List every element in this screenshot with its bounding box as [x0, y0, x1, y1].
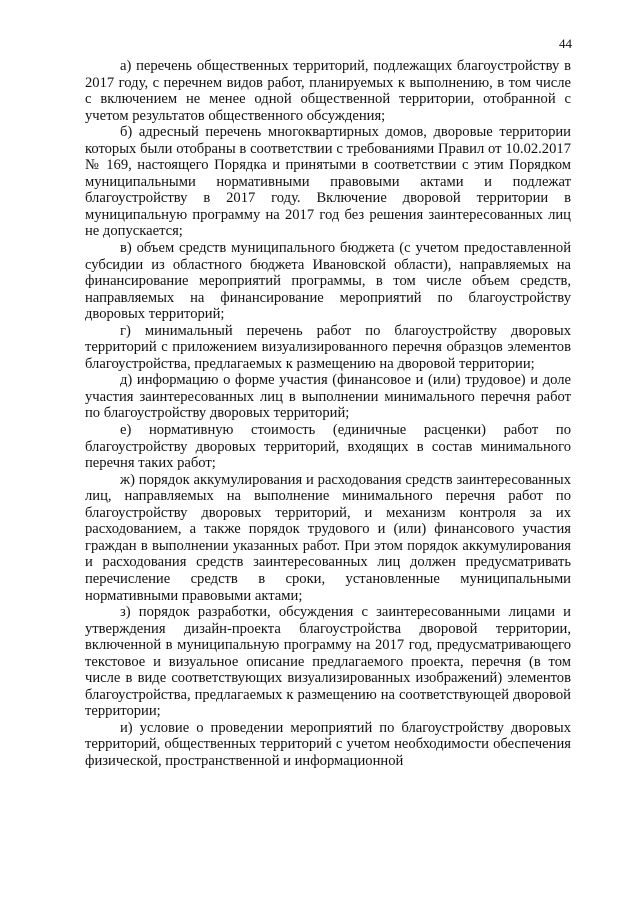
document-body: [85, 58, 571, 770]
paragraph-d: д) информацию о форме участия (финансовое и (или) трудовое) и доле участия заинтересованных лиц в выполнении минимального перечня работ по благоустройству дворовых территорий;: [85, 372, 571, 422]
paragraph-zh: ж) порядок аккумулирования и расходования средств заинтересованных лиц, направляемых на выполнение минимального перечня работ по благоустройству дворовых территорий, и механизм контроля за их расходованием, а также порядок трудового и (или) финансового участия граждан в выполнении указанных работ. При этом порядок аккумулирования и расходования средств заинтересованных лиц должен предусматривать перечисление средств в сроки, установленные муниципальными нормативными правовыми актами;: [85, 471, 571, 604]
paragraph-a: а) перечень общественных территорий, подлежащих благоустройству в 2017 году, с перечнем видов работ, планируемых к выполнению, в том числе с включением не менее одной общественной территории, отобранной с учетом результатов общественного обсуждения;: [85, 58, 571, 124]
paragraph-i: и) условие о проведении мероприятий по благоустройству дворовых территорий, общественных территорий с учетом необходимости обеспечения физической, пространственной и информационной: [85, 719, 571, 769]
paragraph-g: г) минимальный перечень работ по благоустройству дворовых территорий с приложением визуализированного перечня образцов элементов благоустройства, предлагаемых к размещению на дворовой территории;: [85, 322, 571, 372]
paragraph-z: з) порядок разработки, обсуждения с заинтересованными лицами и утверждения дизайн-проекта благоустройства дворовой территории, включенной в муниципальную программу на 2017 год, предусматривающего текстовое и визуальное описание предлагаемого проекта, перечня (в том числе в виде соответствующих визуализированных изображений) элементов благоустройства, предлагаемых к размещению на соответствующей дворовой территории;: [85, 604, 571, 720]
paragraph-b: б) адресный перечень многоквартирных домов, дворовые территории которых были отобраны в соответствии с требованиями Правил от 10.02.2017 № 169, настоящего Порядка и принятыми в соответствии с этим Порядком муниципальными нормативными правовыми актами и подлежат благоустройству в 2017 году. Включение дворовой территории в муниципальную программу на 2017 год без решения заинтересованных лиц не допускается;: [85, 124, 571, 240]
paragraph-e: е) нормативную стоимость (единичные расценки) работ по благоустройству дворовых территорий, входящих в состав минимального перечня таких работ;: [85, 422, 571, 472]
page-number: 44: [559, 36, 572, 51]
paragraph-v: в) объем средств муниципального бюджета (с учетом предоставленной субсидии из областного бюджета Ивановской области), направляемых на финансирование мероприятий программы, в том числе объем средств, направляемых на финансирование мероприятий по благоустройству дворовых территорий;: [85, 240, 571, 323]
